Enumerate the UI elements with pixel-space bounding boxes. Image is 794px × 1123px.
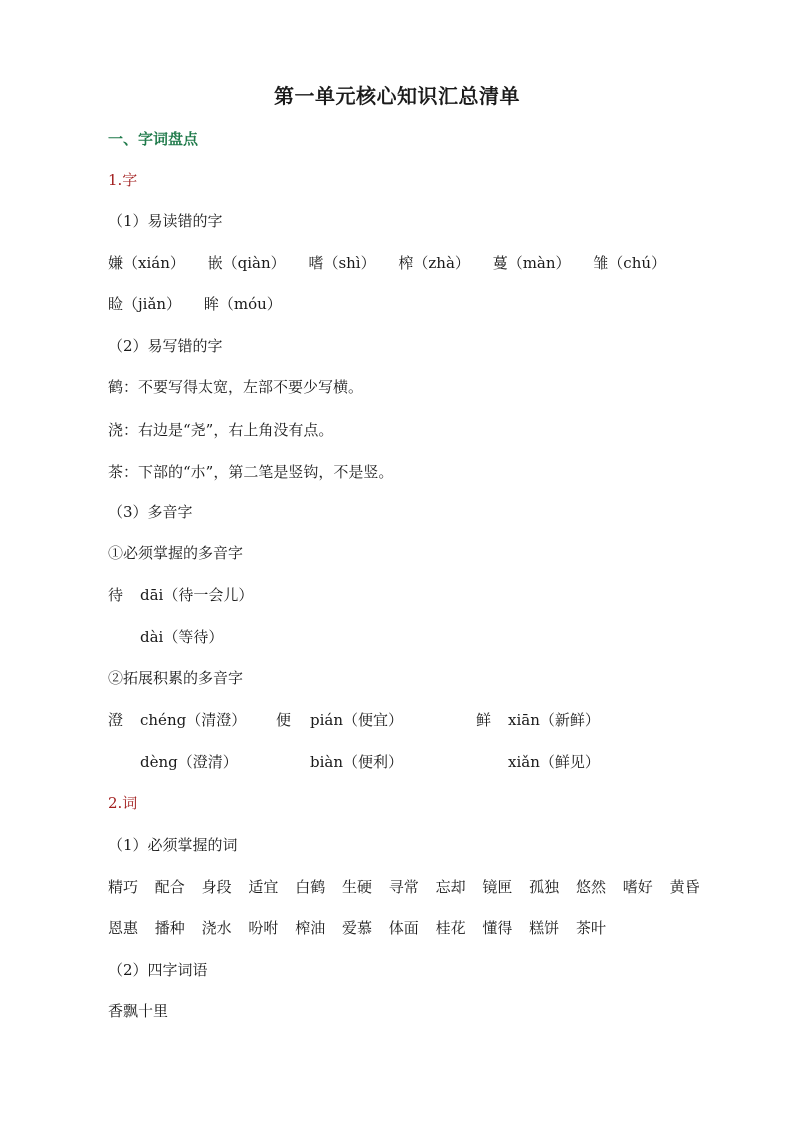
list-item: 白鹤: [295, 878, 326, 896]
list-item: 雏（chú）: [593, 254, 667, 272]
easy-read-row-2: [108, 294, 300, 314]
list-item: 嵌（qiàn）: [207, 254, 286, 272]
list-item: 浇水: [201, 919, 232, 937]
words-row-1: [108, 877, 712, 897]
list-item: 眸（móu）: [203, 295, 282, 313]
easy-read-heading: （1）易读错的字: [108, 212, 223, 230]
four-char-item: 香飘十里: [108, 1002, 169, 1020]
polyphone-reading: pián（便宜）: [310, 711, 404, 729]
polyphone-char: 澄: [108, 711, 124, 729]
subsection-words: 2.词: [108, 794, 138, 812]
polyphone-char: 便: [276, 711, 292, 729]
list-item: 爱慕: [341, 919, 372, 937]
easy-read-row-1: [108, 253, 684, 273]
list-item: 恩惠: [108, 919, 139, 937]
list-item: 精巧: [108, 878, 139, 896]
polyphone-char: 待: [108, 586, 124, 604]
list-item: 吩咐: [248, 919, 279, 937]
polyphone-reading: dài（等待）: [140, 628, 224, 646]
section-heading-vocabulary: 一、字词盘点: [108, 130, 199, 148]
list-item: 寻常: [388, 878, 419, 896]
must-words-heading: （1）必须掌握的词: [108, 836, 238, 854]
list-item: 懂得: [482, 919, 513, 937]
list-item: 配合: [154, 878, 185, 896]
words-row-2: [108, 918, 618, 938]
list-item: 生硬: [341, 878, 372, 896]
easy-write-item: 鹤：不要写得太宽，左部不要少写横。: [108, 378, 364, 396]
page-title: 第一单元核心知识汇总清单: [274, 84, 520, 108]
list-item: 黄昏: [669, 878, 700, 896]
list-item: 嗜好: [622, 878, 653, 896]
easy-write-item: 茶：下部的“朩”，第二笔是竖钩，不是竖。: [108, 463, 394, 481]
polyphone-reading: chéng（清澄）: [140, 711, 247, 729]
list-item: 嫌（xián）: [108, 254, 185, 272]
list-item: 忘却: [435, 878, 466, 896]
polyphone-reading: dāi（待一会儿）: [140, 586, 254, 604]
subsection-characters: 1.字: [108, 171, 138, 189]
list-item: 体面: [388, 919, 419, 937]
polyphone-reading: dèng（澄清）: [140, 753, 238, 771]
list-item: 镜匣: [482, 878, 513, 896]
easy-write-heading: （2）易写错的字: [108, 337, 223, 355]
list-item: 桂花: [435, 919, 466, 937]
list-item: 孤独: [529, 878, 560, 896]
list-item: 播种: [154, 919, 185, 937]
list-item: 糕饼: [529, 919, 560, 937]
must-polyphone-title: ①必须掌握的多音字: [108, 544, 244, 562]
list-item: 榨油: [295, 919, 326, 937]
list-item: 嗜（shì）: [308, 254, 376, 272]
list-item: 蔓（màn）: [492, 254, 571, 272]
polyphone-reading: xiǎn（鲜见）: [508, 753, 600, 771]
polyphone-reading: xiān（新鲜）: [508, 711, 600, 729]
list-item: 茶叶: [575, 919, 606, 937]
easy-write-item: 浇：右边是“尧”，右上角没有点。: [108, 421, 334, 439]
polyphone-reading: biàn（便利）: [310, 753, 404, 771]
list-item: 睑（jiǎn）: [108, 295, 182, 313]
ext-polyphone-title: ②拓展积累的多音字: [108, 669, 244, 687]
polyphone-heading: （3）多音字: [108, 503, 193, 521]
list-item: 悠然: [575, 878, 606, 896]
list-item: 榨（zhà）: [398, 254, 470, 272]
list-item: 适宜: [248, 878, 279, 896]
four-char-heading: （2）四字词语: [108, 961, 208, 979]
list-item: 身段: [201, 878, 232, 896]
polyphone-char: 鲜: [476, 711, 492, 729]
